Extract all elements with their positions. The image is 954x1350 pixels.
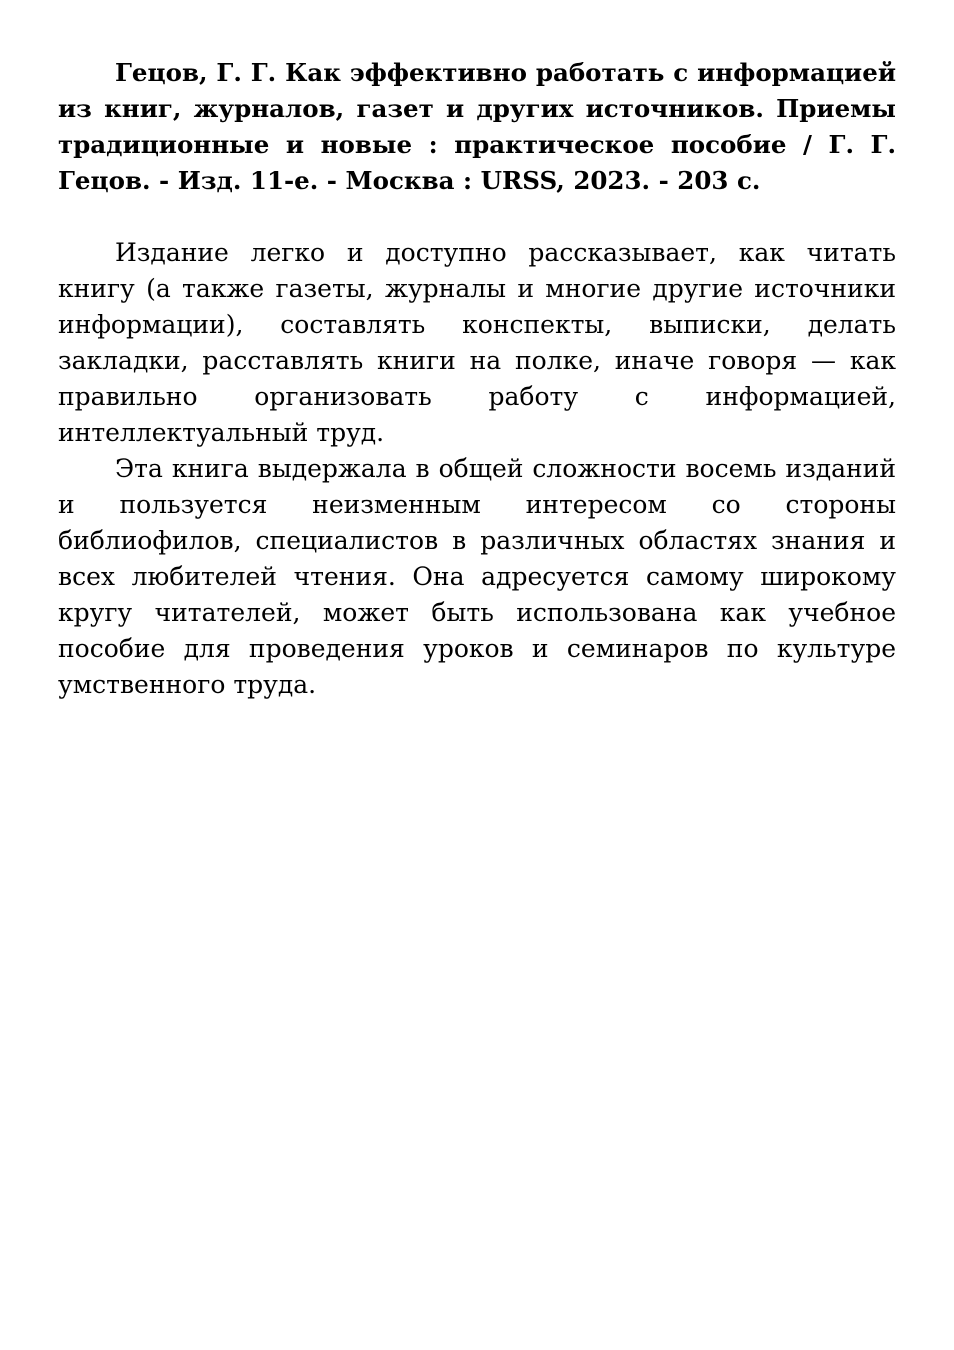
description-paragraph-1: Издание легко и доступно рассказывает, как читать книгу (а также газеты, журналы и многие другие источники информации), составлять конспекты, выписки, делать закладки, расставлять книги на полке, иначе говоря — как правильно организовать работу с информацией, интеллектуальный труд. [58,238,896,447]
document-page [58,55,896,703]
bibliographic-citation: Гецов, Г. Г. Как эффективно работать с информацией из книг, журналов, газет и других источников. Приемы традиционные и новые : практическое пособие / Г. Г. Гецов. - Изд. 11-е. - Москва : URSS, 2023. - 203 с. [58,58,896,195]
description-paragraph-2: Эта книга выдержала в общей сложности восемь изданий и пользуется неизменным интересом со стороны библиофилов, специалистов в различных областях знания и всех любителей чтения. Она адресуется самому широкому кругу читателей, может быть использована как учебное пособие для проведения уроков и семинаров по культуре умственного труда. [58,454,896,699]
paragraph-spacer [58,199,896,235]
